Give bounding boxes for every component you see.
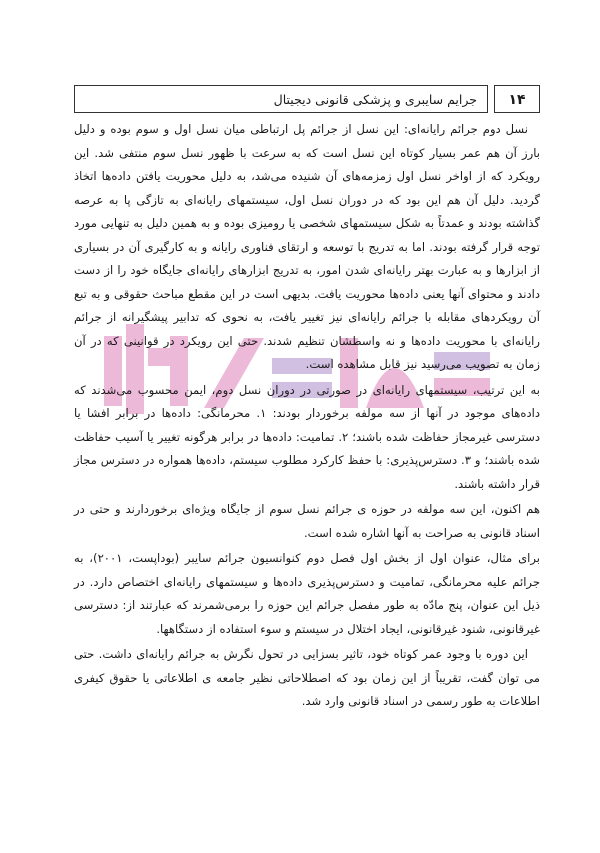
paragraph-period-impact: این دوره با وجود عمر کوتاه خود، تاثیر بسزایی در تحول نگرش به جرائم رایانه‌ای داشت. حتی می توان گفت، تقریباً از این زمان بود که اصطلاحاتی نظیر جامعه ی اطلاعاتی یا حقوق کیفری اطلاعات به طور رسمی در اسناد قانونی وارد شد. [74, 647, 540, 708]
body-text [74, 118, 540, 714]
paragraph-budapest-convention: برای مثال، عنوان اول از بخش اول فصل دوم کنوانسیون جرائم سایبر (بوداپست، ۲۰۰۱)، به جرائم علیه محرمانگی، تمامیت و دسترس‌پذیری داده‌ها و سیستمهای رایانه‌ای اختصاص دارد. در ذیل این عنوان، پنج مادّه به طور مفصل جرائم این حوزه را برمی‌شمرند که عبارتند از: دسترسی غیرقانونی، شنود غیرقانونی، ایجاد اختلال در سیستم و سوء استفاده از دستگاهها. [74, 551, 540, 636]
page-number: ۱۴ [494, 85, 540, 113]
paragraph-third-generation: هم اکنون، این سه مولفه در حوزه ی جرائم نسل سوم از جایگاه ویژه‌ای برخوردارند و حتی در اسناد قانونی به صراحت به آنها اشاره شده است. [74, 502, 540, 540]
paragraph-three-components: به این ترتیب، سیستمهای رایانه‌ای در صورتی در دوران نسل دوم، ایمن محسوب می‌شدند که داده‌های موجود در آنها از سه مولفه برخوردار بودند: ۱. محرمانگی: داده‌ها در برابر افشا یا دسترسی غیرمجاز حفاظت شده باشند؛ ۲. تمامیت: داده‌ها در برابر هرگونه تغییر یا آسیب حفاظت شده باشند؛ و ۳. دسترس‌پذیری: با حفظ کارکرد مطلوب سیستم، داده‌ها همواره در دسترس مجاز قرار داشته باشند. [74, 382, 540, 491]
paragraph-second-generation: نسل دوم جرائم رایانه‌ای: این نسل از جرائم پل ارتباطی میان نسل اول و سوم بوده و دلیل بارز آن هم عمر بسیار کوتاه این نسل است که به سرعت با ظهور نسل سوم منتفی شد. این رویکرد که از اواخر نسل اول زمزمه‌های آن شنیده می‌شد، به دلیل محوریت یافتن داده‌ها اتخاذ گردید. دلیل آن هم این بود که در دوران نسل اول، سیستمهای رایانه‌ای به تازگی پا به عرصه گذاشته بودند و عمدتاً به شکل سیستمهای شخصی یا رومیزی بوده و به همین دلیل به تنهایی مورد توجه قرار گرفته بودند. اما به تدریج با توسعه و ارتقای فناوری رایانه و به کارگیری آن در بسیاری از ابزارها و به عبارت بهتر رایانه‌ای شدن امور، به تدریج ابزارهای رایانه‌ای جایگاه خود را از دست دادند و محتوای آنها یعنی داده‌ها محوریت یافت. بدیهی است در این مقطع مباحث حقوقی و به تبع آن رویکردهای مقابله با جرائم رایانه‌ای نیز تغییر یافت، به نحوی که تدابیر پیشگیرانه از جرائم رایانه‌ای با محوریت داده‌ها و نه واسطشان تنظیم شدند. حتی این رویکرد در قوانینی که در آن زمان به تصویب می‌رسید نیز قابل مشاهده است. [74, 122, 540, 371]
page-header [74, 85, 540, 115]
running-title: جرایم سایبری و پزشکی قانونی دیجیتال [74, 85, 488, 113]
